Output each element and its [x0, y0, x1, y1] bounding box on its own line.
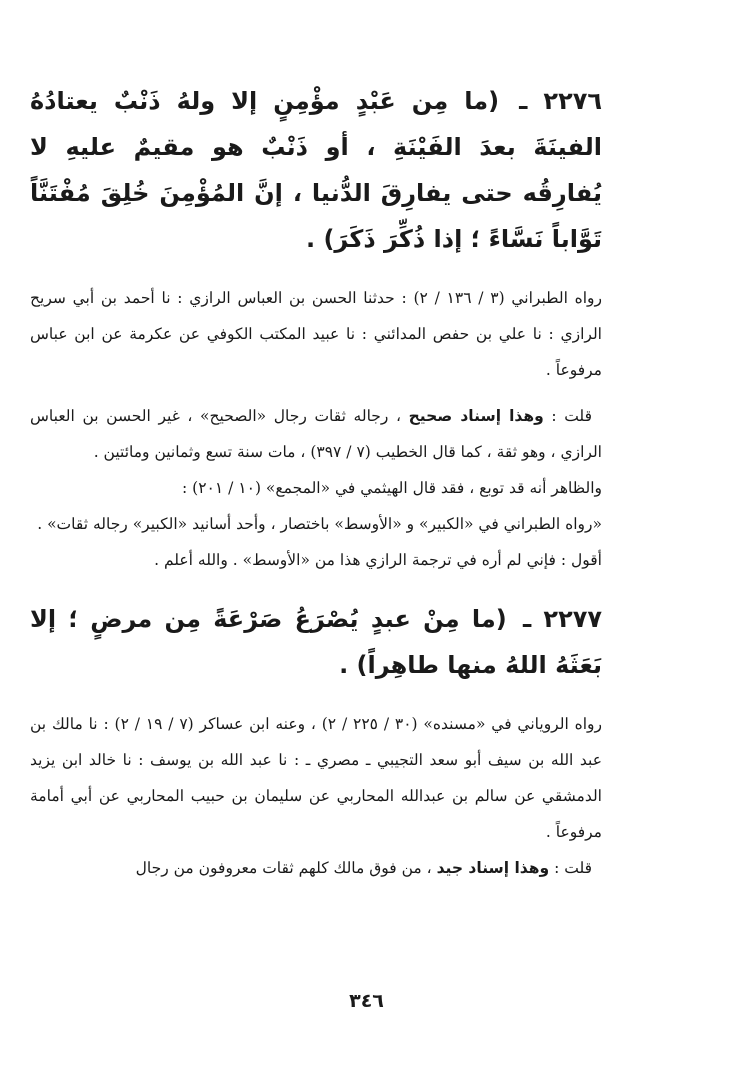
isnad-grade: وهذا إسناد جيد	[436, 859, 550, 877]
qultu-prefix: قلت :	[554, 859, 592, 877]
quote-paragraph: «رواه الطبراني في «الكبير» و «الأوسط» باختصار ، وأحد أسانيد «الكبير» رجاله ثقات» .	[37, 515, 602, 533]
takhrij-paragraph: رواه الروياني في «مسنده» (٣٠ / ٢٢٥ / ٢) ، وعنه ابن عساكر (٧ / ١٩ / ٢) : نا مالك بن عبد الله بن سيف أبو سعد التجيبي ـ مصري ـ : نا عبد الله بن يوسف : نا خالد ابن يزيد الدمشقي عن سالم بن عبدالله المحاربي عن سليمان بن حبيب المحاربي عن أبي أمامة مرفوعاً .	[30, 715, 602, 841]
hadith-2277	[30, 596, 602, 688]
qultu-paragraph	[30, 850, 602, 886]
hadith-text: (ما مِنْ عبدٍ يُصْرَعُ صَرْعَةً مِن مرضٍ ؛ إلا بَعَثَهُ اللهُ منها طاهِراً) .	[30, 605, 602, 679]
qultu-prefix: قلت :	[551, 407, 592, 425]
hadith-number: ٢٢٧٦ ـ	[519, 87, 603, 115]
qultu-rest: ، من فوق مالك كلهم ثقات معروفون من رجال	[135, 859, 432, 877]
hadith-number: ٢٢٧٧ ـ	[522, 605, 603, 633]
page-number: ٣٤٦	[349, 990, 384, 1012]
isnad-grade: وهذا إسناد صحيح	[408, 407, 544, 425]
page-content	[30, 78, 602, 886]
zahir-paragraph: والظاهر أنه قد توبع ، فقد قال الهيثمي في «المجمع» (١٠ / ٢٠١) :	[182, 479, 602, 497]
hadith-2276	[30, 78, 602, 262]
aqulu-paragraph: أقول : فإني لم أره في ترجمة الرازي هذا من «الأوسط» . والله أعلم .	[154, 551, 602, 569]
qultu-paragraph	[30, 398, 602, 470]
qultu-rest: ، رجاله ثقات رجال «الصحيح» ، غير الحسن بن العباس الرازي ، وهو ثقة ، كما قال الخطيب (٧ / ٣٩٧) ، مات سنة تسع وثمانين ومائتين .	[30, 407, 602, 461]
takhrij-paragraph: رواه الطبراني (٣ / ١٣٦ / ٢) : حدثنا الحسن بن العباس الرازي : نا أحمد بن أبي سريح الرازي : نا علي بن حفص المدائني : نا عبيد المكتب الكوفي عن عكرمة عن ابن عباس مرفوعاً .	[30, 289, 603, 379]
hadith-text: (ما مِن عَبْدٍ مؤْمِنٍ إلا ولهُ ذَنْبٌ يعتادُهُ الفينَةَ بعدَ الفَيْنَةِ ، أو ذَنْبٌ هو مقيمٌ عليهِ لا يُفارِقُه حتى يفارِقَ الدُّنيا ، إنَّ المُؤْمِنَ خُلِقَ مُفْتَنَّاً تَوَّاباً نَسَّاءً ؛ إذا ذُكِّرَ ذَكَرَ) .	[30, 87, 602, 253]
